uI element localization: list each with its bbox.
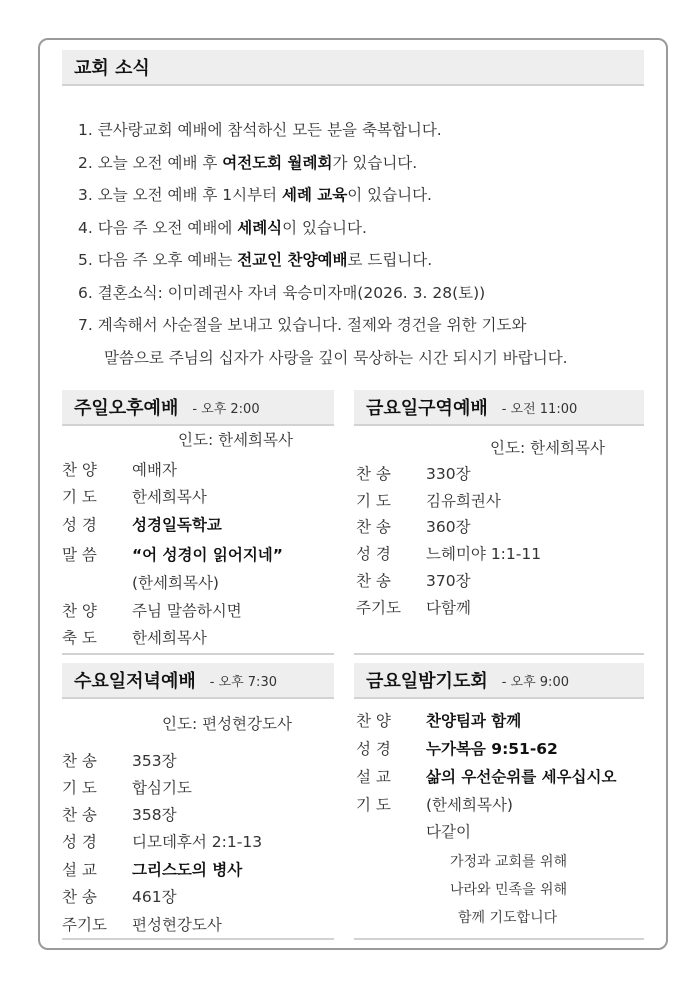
friday-night-row bbox=[356, 765, 616, 787]
row-value: 누가복음 9:51-62 bbox=[426, 740, 558, 758]
row-label bbox=[62, 571, 132, 593]
friday-night-time: - 오후 9:00 bbox=[501, 674, 569, 690]
friday-area-row bbox=[356, 596, 471, 618]
wednesday-title: 수요일저녁예배 bbox=[74, 671, 196, 692]
row-value: 370장 bbox=[426, 572, 471, 590]
divider bbox=[62, 938, 334, 940]
item-highlight: 세례 교육 bbox=[281, 186, 348, 204]
row-label: 성 경 bbox=[356, 740, 391, 758]
item-highlight: 여전도회 월례회 bbox=[222, 153, 333, 172]
row-label: 찬 양 bbox=[62, 461, 97, 479]
row-label: 성 경 bbox=[356, 545, 391, 563]
row-label: 찬 양 bbox=[356, 712, 391, 730]
row-value: 360장 bbox=[426, 518, 471, 536]
wednesday-service-header bbox=[62, 663, 334, 699]
friday-area-row bbox=[356, 489, 501, 511]
friday-area-leader: 인도: 한세희목사 bbox=[490, 439, 605, 457]
item-number: 1. bbox=[78, 121, 93, 139]
row-value: (한세희목사) bbox=[426, 796, 513, 814]
wednesday-row bbox=[62, 749, 177, 771]
row-label: 찬 양 bbox=[62, 602, 97, 620]
wednesday-row bbox=[62, 776, 192, 798]
item-text: 큰사랑교회 예배에 참석하신 모든 분을 축복합니다. bbox=[97, 121, 442, 139]
row-value: 한세희목사 bbox=[132, 629, 207, 647]
row-label: 설 교 bbox=[62, 861, 97, 879]
divider bbox=[62, 653, 334, 655]
row-value: 편성현강도사 bbox=[132, 916, 222, 934]
sunday-leader: 인도: 한세희목사 bbox=[178, 431, 293, 449]
friday-night-header bbox=[354, 663, 644, 699]
sunday-row bbox=[62, 485, 207, 507]
row-value: 찬양팀과 함께 bbox=[426, 712, 522, 730]
row-label: 성 경 bbox=[62, 516, 97, 534]
news-title: 교회 소식 bbox=[74, 58, 150, 79]
row-label: 찬 송 bbox=[62, 888, 97, 906]
sunday-service-header bbox=[62, 390, 334, 426]
item-text: 결혼소식: 이미례권사 자녀 육승미자매(2026. 3. 28(토)) bbox=[97, 283, 486, 302]
row-value: 예배자 bbox=[132, 461, 177, 479]
row-label: 찬 송 bbox=[62, 806, 97, 824]
item-text-end: 로 드립니다. bbox=[347, 251, 433, 269]
news-item bbox=[78, 114, 658, 147]
item-number: 5. bbox=[78, 251, 93, 269]
item-text: 오늘 오전 예배 후 bbox=[97, 153, 223, 172]
row-label bbox=[356, 820, 426, 842]
wednesday-row bbox=[62, 885, 177, 907]
friday-night-row bbox=[356, 820, 471, 842]
row-value: 느헤미야 1:1-11 bbox=[426, 545, 542, 563]
divider bbox=[354, 938, 644, 940]
news-item bbox=[78, 147, 658, 180]
item-text-end: 이 있습니다. bbox=[347, 186, 432, 204]
item-number: 4. bbox=[78, 218, 93, 237]
row-value: 김유희권사 bbox=[426, 492, 501, 510]
friday-area-header bbox=[354, 390, 644, 426]
item-text-end: 이 있습니다. bbox=[282, 218, 367, 237]
friday-night-row bbox=[356, 737, 558, 759]
sunday-row bbox=[62, 571, 219, 593]
sunday-row bbox=[62, 513, 222, 535]
item-number: 7. bbox=[78, 316, 93, 334]
row-value: 삶의 우선순위를 세우십시오 bbox=[426, 768, 617, 786]
item-text: 다음 주 오전 예배에 bbox=[97, 218, 238, 237]
row-label: 축 도 bbox=[62, 629, 97, 647]
row-value: 330장 bbox=[426, 465, 471, 483]
row-label: 설 교 bbox=[356, 768, 391, 786]
row-value: 성경일독학교 bbox=[132, 516, 222, 534]
row-label: 주기도 bbox=[62, 916, 107, 934]
sunday-row bbox=[62, 599, 242, 621]
row-value: 그리스도의 병사 bbox=[132, 861, 243, 879]
friday-area-row bbox=[356, 515, 471, 537]
row-label: 말 씀 bbox=[62, 546, 97, 564]
row-label: 성 경 bbox=[62, 833, 97, 851]
row-label: 기 도 bbox=[356, 796, 391, 814]
friday-area-title: 금요일구역예배 bbox=[366, 398, 488, 419]
wednesday-time: - 오후 7:30 bbox=[209, 674, 277, 690]
item-number: 3. bbox=[78, 186, 93, 204]
sunday-row bbox=[62, 543, 283, 565]
sunday-title: 주일오후예배 bbox=[74, 398, 179, 419]
row-value: 358장 bbox=[132, 806, 177, 824]
friday-night-row bbox=[356, 793, 513, 815]
item-text: 계속해서 사순절을 보내고 있습니다. 절제와 경건을 위한 기도와 bbox=[97, 316, 527, 334]
item-highlight: 전교인 찬양예배 bbox=[237, 251, 348, 269]
sunday-row bbox=[62, 458, 177, 480]
friday-area-row bbox=[356, 462, 471, 484]
row-label: 찬 송 bbox=[356, 465, 391, 483]
row-value: 디모데후서 2:1-13 bbox=[132, 833, 263, 851]
sunday-row bbox=[62, 626, 207, 648]
prayer-line: 가정과 교회를 위해 bbox=[450, 854, 568, 870]
wednesday-row bbox=[62, 913, 222, 935]
news-header bbox=[62, 50, 644, 86]
sunday-time: - 오후 2:00 bbox=[192, 401, 260, 417]
row-label: 찬 송 bbox=[62, 752, 97, 770]
news-item bbox=[78, 309, 658, 342]
item-number: 6. bbox=[78, 283, 93, 302]
wednesday-row bbox=[62, 803, 177, 825]
wednesday-row bbox=[62, 830, 262, 852]
wednesday-leader: 인도: 편성현강도사 bbox=[162, 715, 292, 733]
news-item bbox=[78, 212, 658, 245]
item-highlight: 세례식 bbox=[237, 218, 283, 237]
item-text-end: 가 있습니다. bbox=[332, 153, 418, 172]
row-value: 353장 bbox=[132, 752, 177, 770]
row-value: 다같이 bbox=[426, 823, 471, 841]
wednesday-row bbox=[62, 858, 242, 880]
row-value: 한세희목사 bbox=[132, 488, 207, 506]
news-item bbox=[78, 179, 658, 212]
row-label: 찬 송 bbox=[356, 572, 391, 590]
news-item bbox=[78, 277, 658, 310]
row-value: 다함께 bbox=[426, 599, 471, 617]
friday-area-row bbox=[356, 542, 541, 564]
friday-night-title: 금요일밤기도회 bbox=[366, 671, 488, 692]
item-text: 다음 주 오후 예배는 bbox=[97, 251, 238, 269]
row-value: (한세희목사) bbox=[132, 574, 219, 592]
item-text: 오늘 오전 예배 후 1시부터 bbox=[97, 186, 282, 204]
row-label: 주기도 bbox=[356, 599, 401, 617]
divider bbox=[354, 653, 644, 655]
friday-area-row bbox=[356, 569, 471, 591]
row-label: 기 도 bbox=[62, 488, 97, 506]
row-value: 주님 말씀하시면 bbox=[132, 602, 242, 620]
prayer-line: 나라와 민족을 위해 bbox=[450, 882, 568, 898]
news-item-continued: 말씀으로 주님의 십자가 사랑을 깊이 묵상하는 시간 되시기 바랍니다. bbox=[104, 348, 568, 367]
friday-area-time: - 오전 11:00 bbox=[501, 401, 578, 417]
prayer-line: 함께 기도합니다 bbox=[458, 910, 558, 926]
friday-night-row bbox=[356, 709, 521, 731]
news-list bbox=[78, 114, 658, 374]
row-label: 기 도 bbox=[62, 779, 97, 797]
row-label: 기 도 bbox=[356, 492, 391, 510]
row-value: “어 성경이 읽어지네” bbox=[132, 546, 283, 564]
news-item bbox=[78, 244, 658, 277]
row-value: 461장 bbox=[132, 888, 177, 906]
row-label: 찬 송 bbox=[356, 518, 391, 536]
item-number: 2. bbox=[78, 153, 93, 172]
row-value: 합심기도 bbox=[132, 779, 192, 797]
